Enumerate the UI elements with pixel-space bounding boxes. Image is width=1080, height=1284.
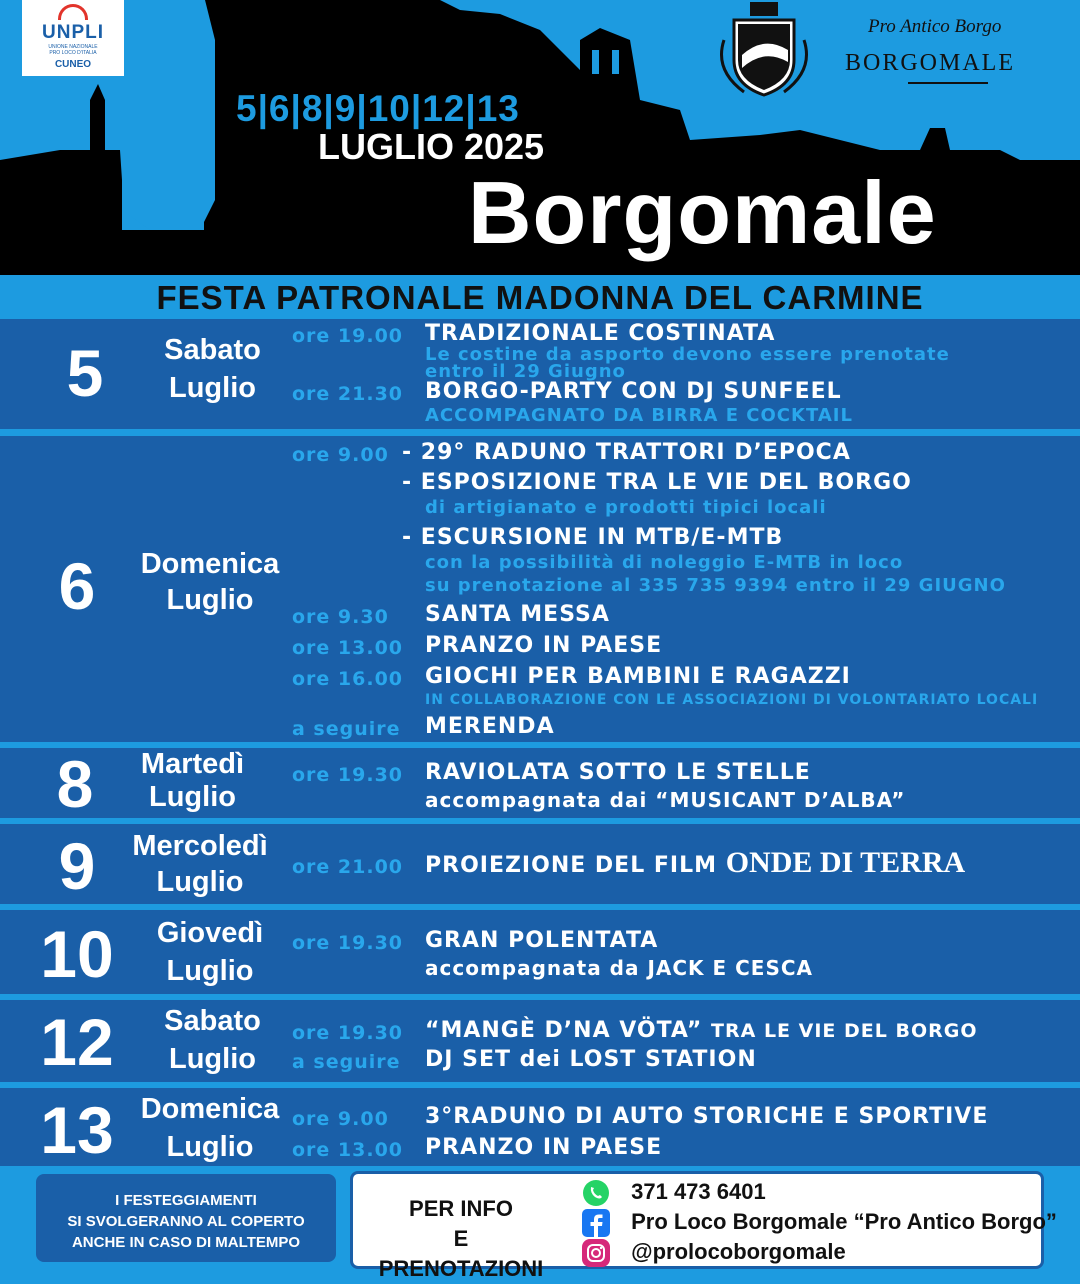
event-title: - ESCURSIONE IN MTB/E-MTB — [402, 525, 784, 550]
day-block-13 — [0, 1088, 1080, 1166]
unpli-city: CUNEO — [54, 59, 92, 70]
header-banner — [0, 0, 1080, 275]
event-title: - 29° RADUNO TRATTORI D’EPOCA — [402, 440, 851, 465]
info-title — [371, 1194, 551, 1284]
day-block-9 — [0, 824, 1080, 904]
day-number: 6 — [58, 549, 96, 623]
event-title: GRAN POLENTATA — [425, 928, 659, 953]
event-title: PRANZO IN PAESE — [425, 1135, 663, 1160]
event-time: ore 19.30 — [292, 932, 404, 954]
event-title: PRANZO IN PAESE — [425, 633, 663, 658]
town-name: Borgomale — [468, 163, 937, 262]
weekday: Giovedì — [156, 917, 264, 949]
day-block-12 — [0, 1000, 1080, 1082]
proloco-script: Pro Antico Borgo — [868, 16, 1002, 37]
event-time: ore 19.30 — [292, 1022, 404, 1044]
event-title-suffix: TRA LE VIE DEL BORGO — [711, 1020, 978, 1042]
weekday: Mercoledì — [132, 830, 268, 862]
event-note: IN COLLABORAZIONE CON LE ASSOCIAZIONI DI VOLONTARIATO LOCALI — [425, 692, 1039, 708]
day-name — [140, 1002, 285, 1078]
event-title — [425, 846, 965, 880]
weekday: Sabato — [164, 1005, 261, 1037]
event-title: RAVIOLATA SOTTO LE STELLE — [425, 760, 811, 785]
film-title: ONDE DI TERRA — [725, 846, 966, 879]
day-number: 10 — [40, 917, 114, 991]
day-block-5 — [0, 319, 1080, 429]
month: Luglio — [166, 955, 254, 987]
contact-facebook[interactable] — [581, 1208, 1057, 1238]
event-time: ore 21.30 — [292, 383, 404, 405]
day-number: 13 — [40, 1093, 114, 1167]
event-note: con la possibilità di noleggio E-MTB in loco — [425, 552, 904, 573]
event-title: SANTA MESSA — [425, 602, 610, 627]
info-box — [350, 1171, 1057, 1281]
event-note: Le costine da asporto devono essere prenotate — [425, 344, 950, 365]
day-name — [125, 546, 295, 618]
facebook-icon — [581, 1208, 611, 1238]
instagram-icon — [581, 1238, 611, 1268]
event-title: GIOCHI PER BAMBINI E RAGAZZI — [425, 664, 851, 689]
film-prefix: PROIEZIONE DEL FILM — [425, 853, 718, 878]
event-time: ore 19.00 — [292, 325, 404, 347]
facebook-name: Pro Loco Borgomale “Pro Antico Borgo” — [631, 1208, 1057, 1234]
proloco-name: BORGOMALE — [845, 50, 1016, 76]
day-block-8 — [0, 747, 1080, 821]
event-title: MERENDA — [425, 714, 555, 739]
footer — [0, 1168, 1080, 1280]
info-title-2: E PRENOTAZIONI — [378, 1226, 544, 1281]
whatsapp-icon — [581, 1178, 611, 1208]
event-note: ACCOMPAGNATO DA BIRRA E COCKTAIL — [425, 405, 853, 426]
event-title — [425, 1018, 978, 1043]
event-note: su prenotazione al 335 735 9394 entro il 29 GIUGNO — [425, 575, 1006, 596]
unpli-logo — [22, 0, 124, 76]
day-block-6 — [0, 436, 1080, 742]
event-time: ore 9.00 — [292, 444, 389, 466]
event-note: accompagnata dai “MUSICANT D’ALBA” — [425, 788, 906, 812]
month-year: LUGLIO 2025 — [318, 126, 545, 167]
weekday: Domenica — [140, 548, 280, 580]
event-title: 3°RADUNO DI AUTO STORICHE E SPORTIVE — [425, 1104, 989, 1129]
month: Luglio — [169, 372, 256, 404]
day-number: 5 — [66, 336, 104, 410]
rainbow-icon — [58, 4, 88, 20]
day-name — [140, 331, 285, 407]
unpli-subtitle-1: UNIONE NAZIONALE — [48, 44, 98, 50]
event-title: - ESPOSIZIONE TRA LE VIE DEL BORGO — [402, 470, 912, 495]
day-name — [130, 914, 290, 990]
month: Luglio — [166, 1131, 254, 1163]
weekday: Martedì — [140, 748, 245, 780]
festa-title: FESTA PATRONALE MADONNA DEL CARMINE — [0, 276, 1080, 318]
weekday: Domenica — [140, 1093, 280, 1125]
event-time: a seguire — [292, 1051, 401, 1073]
event-time: a seguire — [292, 718, 401, 740]
day-number: 9 — [58, 829, 96, 903]
event-title: TRADIZIONALE COSTINATA — [425, 321, 776, 346]
event-note: di artigianato e prodotti tipici locali — [425, 497, 827, 518]
event-time: ore 13.00 — [292, 1139, 404, 1161]
month: Luglio — [169, 1043, 256, 1075]
event-title: DJ SET dei LOST STATION — [425, 1047, 757, 1072]
event-time: ore 9.30 — [292, 606, 389, 628]
unpli-title: UNPLI — [42, 22, 104, 43]
info-title-1: PER INFO — [409, 1196, 513, 1221]
contact-phone[interactable] — [581, 1178, 766, 1208]
unpli-subtitle-2: PRO LOCO D'ITALIA — [49, 50, 97, 56]
day-block-10 — [0, 910, 1080, 994]
ornament-divider — [908, 82, 988, 92]
day-number: 8 — [56, 747, 94, 821]
event-note: entro il 29 Giugno — [425, 361, 626, 382]
event-time: ore 19.30 — [292, 764, 404, 786]
weather-notice — [36, 1174, 336, 1262]
instagram-handle: @prolocoborgomale — [631, 1238, 846, 1264]
day-name — [120, 748, 265, 814]
event-time: ore 9.00 — [292, 1108, 389, 1130]
event-title-main: “MANGÈ D’NA VÖTA” — [425, 1018, 703, 1043]
day-name — [110, 828, 290, 900]
event-title: BORGO-PARTY CON DJ SUNFEEL — [425, 379, 842, 404]
event-time: ore 16.00 — [292, 668, 404, 690]
event-time: ore 13.00 — [292, 637, 404, 659]
weather-line-1: I FESTEGGIAMENTI — [115, 1192, 257, 1209]
phone-number: 371 473 6401 — [631, 1178, 766, 1204]
event-dates: 5|6|8|9|10|12|13 — [236, 88, 520, 129]
month: Luglio — [156, 866, 244, 898]
event-time: ore 21.00 — [292, 856, 404, 878]
weekday: Sabato — [164, 334, 261, 366]
weather-line-2: SI SVOLGERANNO AL COPERTO — [67, 1213, 305, 1230]
day-number: 12 — [40, 1005, 114, 1079]
month: Luglio — [149, 781, 236, 813]
event-note: accompagnata da JACK E CESCA — [425, 956, 814, 980]
day-name — [125, 1090, 295, 1166]
contact-instagram[interactable] — [581, 1238, 846, 1268]
month: Luglio — [166, 584, 254, 616]
crest-icon — [704, 0, 824, 100]
weather-line-3: ANCHE IN CASO DI MALTEMPO — [71, 1234, 301, 1251]
